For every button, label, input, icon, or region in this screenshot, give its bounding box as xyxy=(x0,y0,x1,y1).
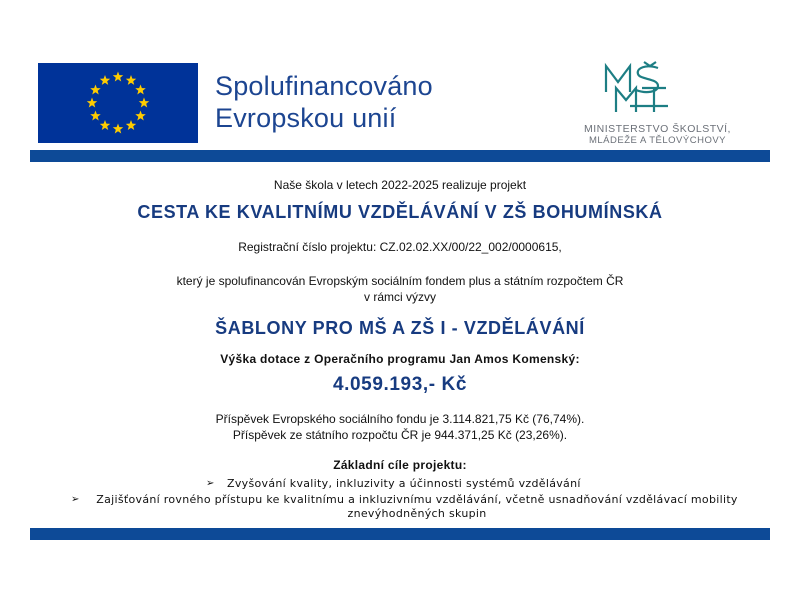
goal-text: Zajišťování rovného přístupu ke kvalitnímu a inkluzivnímu vzdělávání, včetně usnadňování vzdělávací mobility znevýhodněných skupin xyxy=(96,493,738,520)
eu-star-icon xyxy=(135,111,145,121)
grant-amount: 4.059.193,- Kč xyxy=(332,374,468,395)
top-divider-bar xyxy=(30,150,770,162)
goal-text: Zvyšování kvality, inkluzivity a účinnosti systémů vzdělávání xyxy=(227,477,581,490)
poster xyxy=(30,50,770,550)
eu-text-line1: Spolufinancováno xyxy=(215,71,433,101)
eu-star-icon xyxy=(113,72,123,82)
esf-contribution: Příspěvek Evropského sociálního fondu je 3.114.821,75 Kč (76,74%). xyxy=(215,412,585,426)
funding-text-line2: v rámci výzvy xyxy=(364,290,436,304)
eu-star-icon xyxy=(100,75,110,85)
eu-text-line2: Evropskou unií xyxy=(215,103,397,133)
eu-flag-icon xyxy=(38,63,198,143)
arrow-bullet-icon: ➢ xyxy=(206,478,215,489)
eu-star-icon xyxy=(126,120,136,130)
eu-star-icon xyxy=(100,120,110,130)
intro-text: Naše škola v letech 2022-2025 realizuje projekt xyxy=(273,178,527,192)
arrow-bullet-icon: ➢ xyxy=(71,494,80,505)
eu-star-icon xyxy=(126,75,136,85)
msmt-line1: MINISTERSTVO ŠKOLSTVÍ, xyxy=(584,123,731,135)
msmt-logo-icon xyxy=(602,60,672,115)
registration-number: Registrační číslo projektu: CZ.02.02.XX/00/22_002/0000615, xyxy=(238,240,562,254)
call-title: ŠABLONY PRO MŠ A ZŠ I - VZDĚLÁVÁNÍ xyxy=(215,318,585,338)
state-contribution: Příspěvek ze státního rozpočtu ČR je 944.371,25 Kč (23,26%). xyxy=(232,428,568,442)
eu-cofinanced-label xyxy=(215,70,433,134)
eu-star-icon xyxy=(87,98,97,108)
project-title: CESTA KE KVALITNÍMU VZDĚLÁVÁNÍ V ZŠ BOHUMÍNSKÁ xyxy=(137,202,663,222)
msmt-line2: MLÁDEŽE A TĚLOVÝCHOVY xyxy=(588,135,727,146)
eu-stars-icon xyxy=(38,63,198,143)
msmt-name xyxy=(550,124,765,146)
eu-star-icon xyxy=(135,85,145,95)
funding-text-line1: který je spolufinancován Evropským sociálním fondem plus a státním rozpočtem ČR xyxy=(176,274,624,288)
eu-star-icon xyxy=(90,111,100,121)
eu-star-icon xyxy=(139,98,149,108)
grant-label: Výška dotace z Operačního programu Jan Amos Komenský: xyxy=(220,352,580,366)
eu-star-icon xyxy=(90,85,100,95)
header xyxy=(30,50,770,160)
goals-heading: Základní cíle projektu: xyxy=(333,458,467,472)
bottom-divider-bar xyxy=(30,528,770,540)
eu-star-icon xyxy=(113,124,123,134)
